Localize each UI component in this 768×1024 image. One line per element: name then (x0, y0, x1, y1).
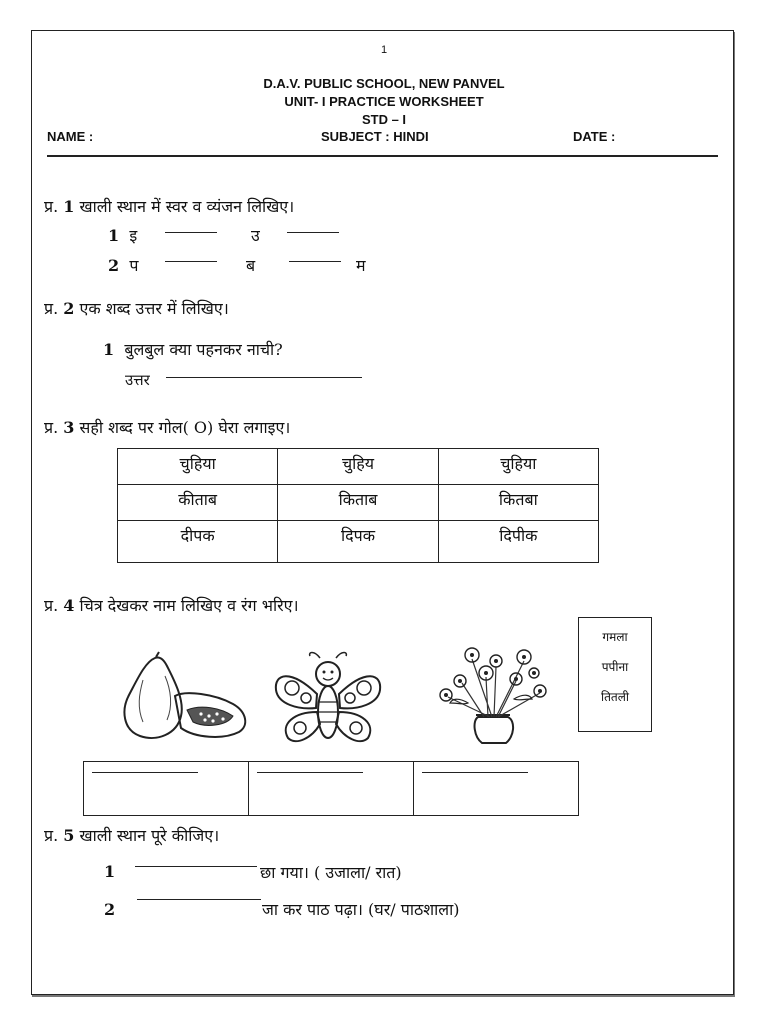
word-options-box (578, 617, 652, 732)
q1-row2-letter-b: ब (246, 256, 256, 275)
q1-row-1: 1 इ (108, 226, 138, 245)
subject-label: SUBJECT : HINDI (321, 129, 429, 144)
q5-item-2-text: जा कर पाठ पढ़ा। (घर/ पाठशाला) (262, 900, 460, 919)
picture-answer-box-2[interactable] (249, 762, 414, 816)
word-cell[interactable]: चुहिय (278, 449, 438, 485)
q5-item-1-text: छा गया। ( उजाला/ रात) (260, 863, 402, 882)
q1-row2-blank-2[interactable] (289, 261, 341, 262)
word-option: गमला (602, 630, 628, 644)
standard-label: STD – I (361, 112, 407, 127)
worksheet-title: UNIT- I PRACTICE WORKSHEET (284, 94, 484, 109)
word-cell[interactable]: दीपक (118, 521, 278, 563)
q5-item1-blank[interactable] (135, 866, 257, 867)
question-1-heading: प्र. 1 खाली स्थान में स्वर व व्यंजन लिखिए। (44, 197, 295, 216)
q2-answer-label: उत्तर (125, 371, 150, 389)
word-cell[interactable]: चुहिया (118, 449, 278, 485)
date-label: DATE : (573, 129, 616, 144)
word-option: पपीना (601, 660, 629, 674)
papaya-drawing (115, 650, 255, 745)
q5-item-2-number: 2 (104, 900, 116, 919)
q1-row2-letter-c: म (356, 256, 366, 275)
answer-line[interactable] (92, 772, 198, 773)
q2-item: 1 बुलबुल क्या पहनकर नाची? (103, 340, 283, 359)
table-row (118, 485, 599, 521)
q5-item-1-number: 1 (104, 862, 116, 881)
picture-answer-boxes (83, 761, 579, 816)
table-row (118, 449, 599, 485)
answer-line[interactable] (257, 772, 363, 773)
butterfly-drawing (270, 650, 390, 748)
word-choice-table (117, 448, 599, 563)
q1-row1-blank-2[interactable] (287, 232, 339, 233)
question-5-heading: प्र. 5 खाली स्थान पूरे कीजिए। (44, 826, 220, 845)
q5-item2-blank[interactable] (137, 899, 261, 900)
name-label: NAME : (47, 129, 94, 144)
q1-row-2: 2 प (108, 256, 139, 275)
question-3-heading: प्र. 3 सही शब्द पर गोल( O) घेरा लगाइए। (44, 418, 291, 437)
q1-row1-blank-1[interactable] (165, 232, 217, 233)
header-divider (47, 155, 718, 157)
table-row (118, 521, 599, 563)
answer-line[interactable] (422, 772, 528, 773)
q1-row1-letter-b: उ (251, 226, 260, 245)
question-4-heading: प्र. 4 चित्र देखकर नाम लिखिए व रंग भरिए। (44, 596, 299, 615)
word-cell[interactable]: कीताब (118, 485, 278, 521)
flower-pot-drawing (428, 637, 558, 749)
question-2-heading: प्र. 2 एक शब्द उत्तर में लिखिए। (44, 299, 229, 318)
word-option: तितली (600, 690, 630, 704)
q2-answer-line[interactable] (166, 377, 362, 378)
page-number: 1 (380, 44, 388, 56)
picture-answer-box-1[interactable] (84, 762, 249, 816)
word-cell[interactable]: चुहिया (438, 449, 598, 485)
word-cell[interactable]: दिपक (278, 521, 438, 563)
picture-answer-box-3[interactable] (414, 762, 579, 816)
q1-row2-blank-1[interactable] (165, 261, 217, 262)
word-cell[interactable]: किताब (278, 485, 438, 521)
school-name: D.A.V. PUBLIC SCHOOL, NEW PANVEL (263, 76, 505, 91)
word-cell[interactable]: दिपीक (438, 521, 598, 563)
word-cell[interactable]: कितबा (438, 485, 598, 521)
